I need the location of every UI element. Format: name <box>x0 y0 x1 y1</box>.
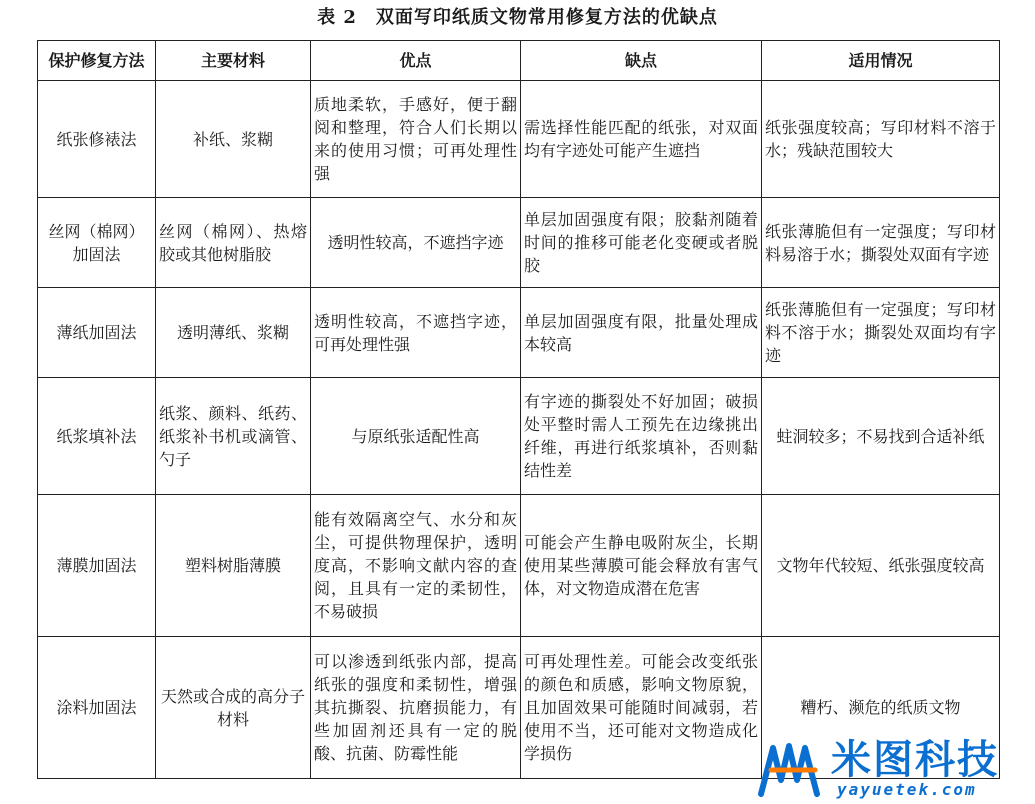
applicability-cell: 纸张强度较高；写印材料不溶于水；残缺范围较大 <box>762 81 1000 198</box>
header-disadvantages: 缺点 <box>521 41 762 81</box>
table-row <box>38 198 1000 288</box>
table-row <box>38 495 1000 637</box>
advantages-cell: 与原纸张适配性高 <box>311 378 521 495</box>
materials-cell: 塑料树脂薄膜 <box>156 495 311 637</box>
applicability-cell: 纸张薄脆但有一定强度；写印材料不溶于水；撕裂处双面均有字迹 <box>762 288 1000 378</box>
disadvantages-cell: 需选择性能匹配的纸张，对双面均有字迹处可能产生遮挡 <box>521 81 762 198</box>
brand-logo-icon <box>757 740 827 798</box>
applicability-cell: 纸张薄脆但有一定强度；写印材料易溶于水；撕裂处双面有字迹 <box>762 198 1000 288</box>
method-cell: 薄纸加固法 <box>38 288 156 378</box>
method-cell: 薄膜加固法 <box>38 495 156 637</box>
materials-cell: 丝网（棉网）、热熔胶或其他树脂胶 <box>156 198 311 288</box>
disadvantages-cell: 有字迹的撕裂处不好加固；破损处平整时需人工预先在边缘挑出纤维，再进行纸浆填补，否则黏结性差 <box>521 378 762 495</box>
header-method: 保护修复方法 <box>38 41 156 81</box>
table-title: 表 2 双面写印纸质文物常用修复方法的优缺点 <box>317 7 718 28</box>
applicability-cell: 文物年代较短、纸张强度较高 <box>762 495 1000 637</box>
materials-cell: 纸浆、颜料、纸药、纸浆补书机或滴管、勺子 <box>156 378 311 495</box>
header-advantages: 优点 <box>311 41 521 81</box>
applicability-cell: 蛀洞较多；不易找到合适补纸 <box>762 378 1000 495</box>
watermark-brand-name: 米图科技 <box>831 737 999 783</box>
header-row <box>38 41 1000 81</box>
advantages-cell: 透明性较高，不遮挡字迹，可再处理性强 <box>311 288 521 378</box>
materials-cell: 补纸、浆糊 <box>156 81 311 198</box>
advantages-cell: 透明性较高，不遮挡字迹 <box>311 198 521 288</box>
repair-methods-table <box>37 40 1000 779</box>
method-cell: 纸浆填补法 <box>38 378 156 495</box>
watermark-url: yayuetek.com <box>837 780 977 799</box>
header-materials: 主要材料 <box>156 41 311 81</box>
watermark <box>757 738 1029 800</box>
advantages-cell: 能有效隔离空气、水分和灰尘，可提供物理保护，透明度高，不影响文献内容的查阅，且具有一定的柔韧性，不易破损 <box>311 495 521 637</box>
table-row <box>38 378 1000 495</box>
method-cell: 纸张修裱法 <box>38 81 156 198</box>
advantages-cell: 可以渗透到纸张内部，提高纸张的强度和柔韧性，增强其抗撕裂、抗磨损能力，有些加固剂还具有一定的脱酸、抗菌、防霉性能 <box>311 637 521 779</box>
method-cell: 涂料加固法 <box>38 637 156 779</box>
table-row <box>38 288 1000 378</box>
applicability-cell: 糟朽、濒危的纸质文物 <box>762 637 1000 779</box>
disadvantages-cell: 单层加固强度有限，批量处理成本较高 <box>521 288 762 378</box>
materials-cell: 天然或合成的高分子材料 <box>156 637 311 779</box>
table-row <box>38 81 1000 198</box>
method-cell: 丝网（棉网）加固法 <box>38 198 156 288</box>
disadvantages-cell: 可再处理性差。可能会改变纸张的颜色和质感，影响文物原貌，且加固效果可能随时间减弱，若使用不当，还可能对文物造成化学损伤 <box>521 637 762 779</box>
materials-cell: 透明薄纸、浆糊 <box>156 288 311 378</box>
disadvantages-cell: 单层加固强度有限；胶黏剂随着时间的推移可能老化变硬或者脱胶 <box>521 198 762 288</box>
advantages-cell: 质地柔软，手感好，便于翻阅和整理，符合人们长期以来的使用习惯；可再处理性强 <box>311 81 521 198</box>
disadvantages-cell: 可能会产生静电吸附灰尘，长期使用某些薄膜可能会释放有害气体，对文物造成潜在危害 <box>521 495 762 637</box>
header-applicability: 适用情况 <box>762 41 1000 81</box>
